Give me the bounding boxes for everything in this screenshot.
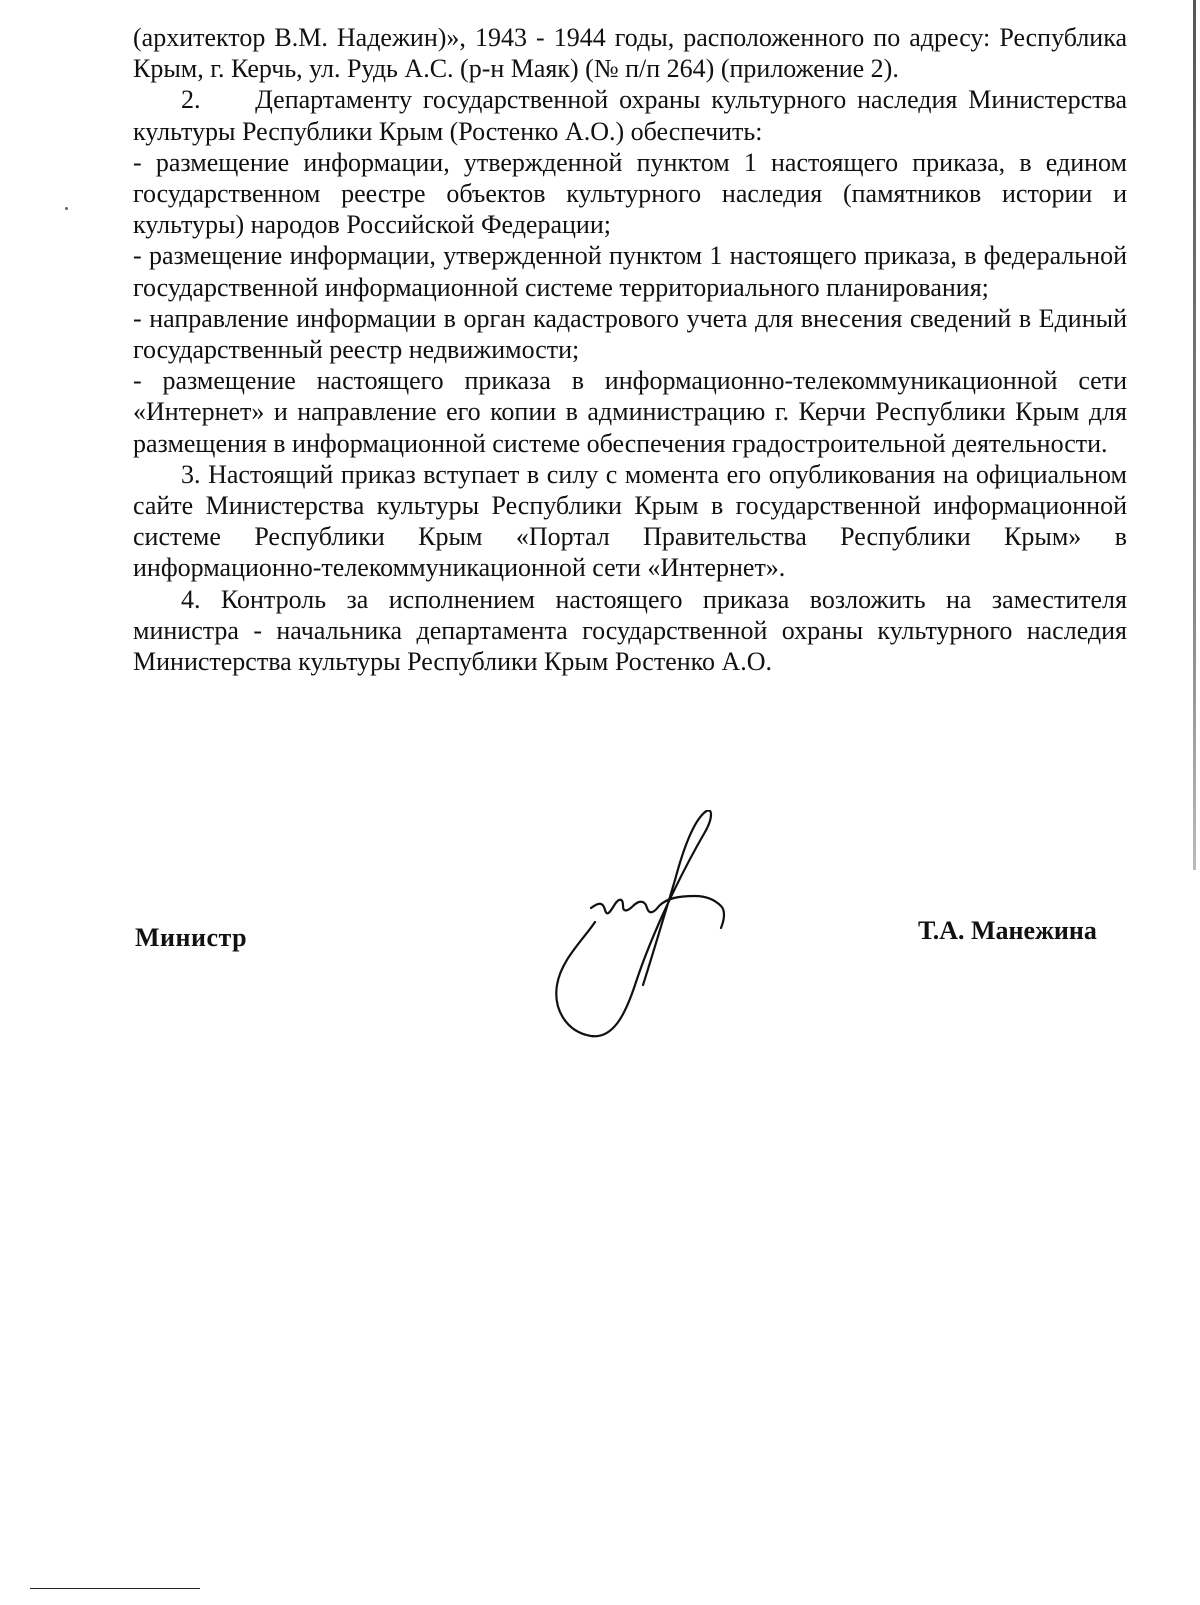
paragraph-7: 3. Настоящий приказ вступает в силу с момента его опубликования на официальном сайте Министерства культуры Республики Крым в государственной информационной системе Республики Крым «Портал Правительства Республики Крым» в информационно-телекоммуникационной сети «Интернет». — [133, 459, 1127, 583]
paragraph-5: - направление информации в орган кадастрового учета для внесения сведений в Единый государственный реестр недвижимости; — [133, 303, 1127, 365]
paragraph-3: - размещение информации, утвержденной пунктом 1 настоящего приказа, в едином государственном реестре объектов культурного наследия (памятников истории и культуры) народов Российской Федерации; — [133, 147, 1127, 240]
footer-rule — [30, 1588, 200, 1589]
signatory-name: Т.А. Манежина — [918, 916, 1097, 945]
scan-edge-line — [1193, 0, 1196, 870]
document-body — [133, 22, 1127, 677]
signatory-title: Министр — [135, 923, 248, 952]
scan-speck — [65, 207, 68, 210]
handwritten-signature — [555, 810, 755, 1045]
paragraph-1: (архитектор В.М. Надежин)», 1943 - 1944 годы, расположенного по адресу: Республика Крым, г. Керчь, ул. Рудь А.С. (р-н Маяк) (№ п/п 264) (приложение 2). — [133, 23, 1127, 84]
paragraph-2: 2. Департаменту государственной охраны культурного наследия Министерства культуры Республики Крым (Ростенко А.О.) обеспечить: — [133, 85, 1127, 146]
paragraph-6: - размещение настоящего приказа в информационно-телекоммуникационной сети «Интернет» и направление его копии в администрацию г. Керчи Республики Крым для размещения в информационной системе обеспечения градостроительной деятельности. — [133, 366, 1127, 458]
paragraph-4: - размещение информации, утвержденной пунктом 1 настоящего приказа, в федеральной государственной информационной системе территориального планирования; — [133, 241, 1127, 302]
paragraph-8: 4. Контроль за исполнением настоящего приказа возложить на заместителя министра - начальника департамента государственной охраны культурного наследия Министерства культуры Республики Крым Ростенко А.О. — [133, 584, 1127, 677]
